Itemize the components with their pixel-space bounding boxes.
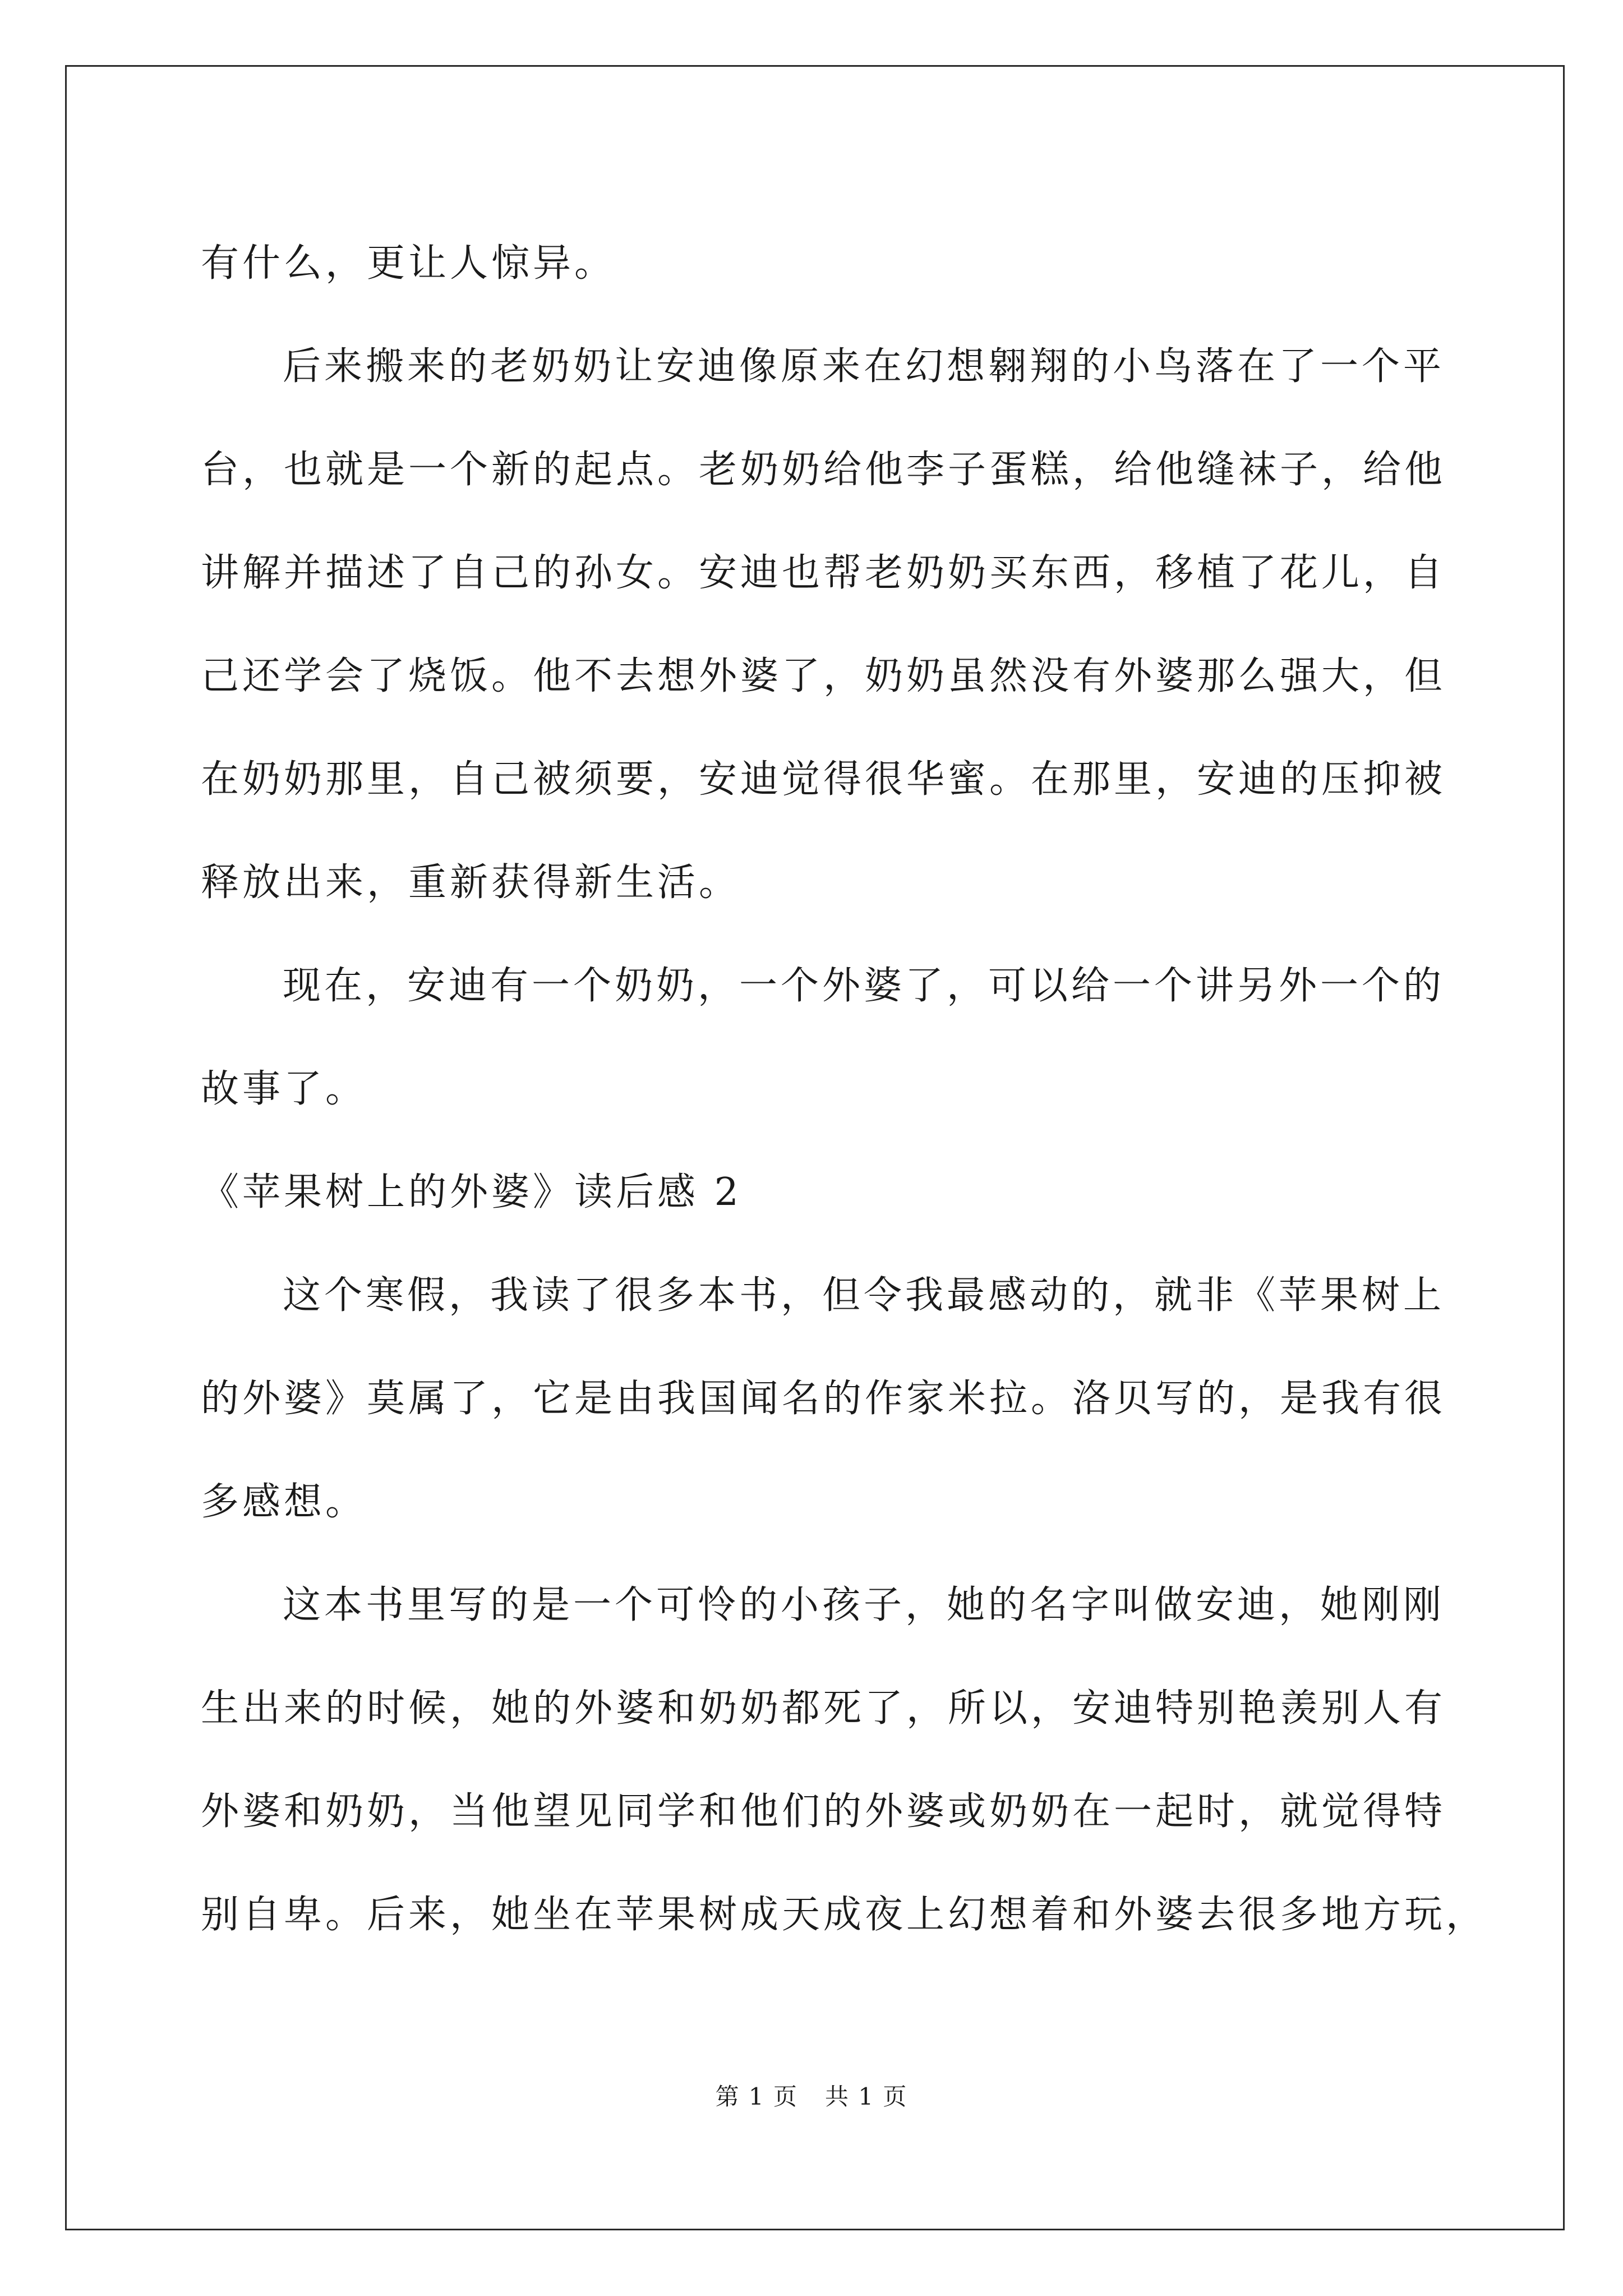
text-line: 的外婆》莫属了，它是由我国闻名的作家米拉。洛贝写的，是我有很	[201, 1377, 1446, 1421]
document-body	[201, 212, 1488, 1967]
paragraph-start: 这个寒假，我读了很多本书，但令我最感动的，就非《苹果树上	[283, 1273, 1445, 1318]
paragraph-start: 现在，安迪有一个奶奶，一个外婆了，可以给一个讲另外一个的	[283, 964, 1445, 1008]
text-line: 台，也就是一个新的起点。老奶奶给他李子蛋糕，给他缝袜子，给他	[201, 448, 1446, 492]
text-line: 别自卑。后来，她坐在苹果树成天成夜上幻想着和外婆去很多地方玩，	[201, 1893, 1488, 1937]
text-line: 在奶奶那里，自己被须要，安迪觉得很华蜜。在那里，安迪的压抑被	[201, 757, 1446, 802]
text-line: 己还学会了烧饭。他不去想外婆了，奶奶虽然没有外婆那么强大，但	[201, 654, 1446, 698]
paragraph-start: 这本书里写的是一个可怜的小孩子，她的名字叫做安迪，她刚刚	[283, 1583, 1445, 1627]
page-footer	[0, 2078, 1623, 2112]
text-line: 多感想。	[201, 1480, 367, 1524]
page-number: 第 1 页	[715, 2083, 798, 2110]
page-total: 共 1 页	[825, 2083, 908, 2110]
text-line: 讲解并描述了自己的孙女。安迪也帮老奶奶买东西，移植了花儿，自	[201, 551, 1446, 595]
text-line: 释放出来，重新获得新生活。	[201, 861, 741, 905]
text-line: 外婆和奶奶，当他望见同学和他们的外婆或奶奶在一起时，就觉得特	[201, 1789, 1446, 1834]
text-line: 生出来的时候，她的外婆和奶奶都死了，所以，安迪特别艳羡别人有	[201, 1686, 1446, 1731]
text-line: 有什么，更让人惊异。	[201, 241, 616, 286]
paragraph-start: 后来搬来的老奶奶让安迪像原来在幻想翱翔的小鸟落在了一个平	[283, 344, 1445, 389]
text-line: 故事了。	[201, 1067, 367, 1111]
section-heading: 《苹果树上的外婆》读后感 2	[201, 1170, 742, 1214]
